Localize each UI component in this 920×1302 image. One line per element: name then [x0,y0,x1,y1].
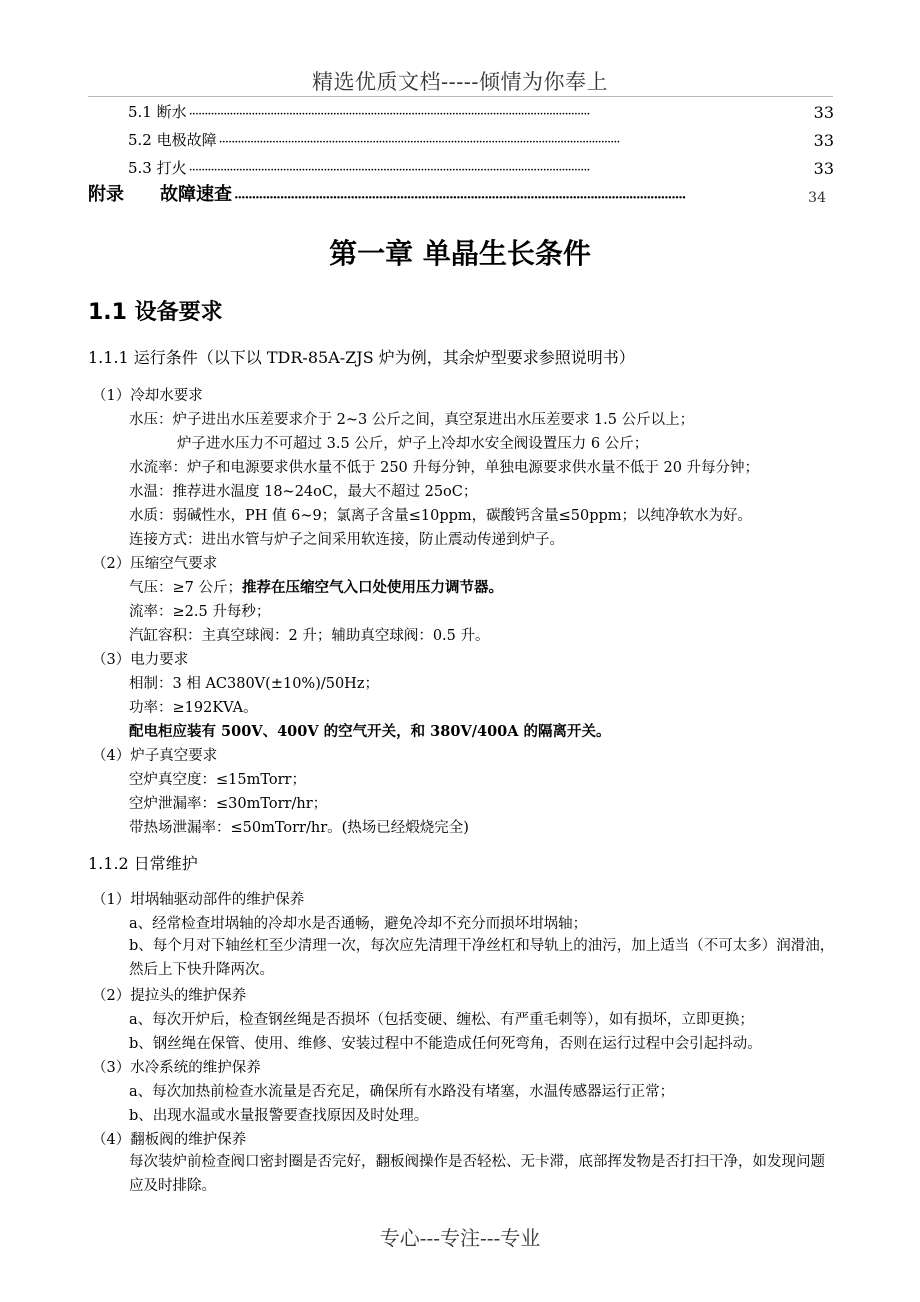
text-line: 水温：推荐进水温度 18~24oC，最大不超过 25oC； [129,484,478,500]
chapter-title: 第一章 单晶生长条件 [329,237,591,270]
text-line: b、钢丝绳在保管、使用、维修、安装过程中不能造成任何死弯角，否则在运行过程中会引起抖动。 [129,1036,762,1052]
item-heading: （2）压缩空气要求 [92,556,218,572]
text-line: 水流率：炉子和电源要求供水量不低于 250 升每分钟，单独电源要求供水量不低于 20 升每分钟； [129,460,760,476]
text-line: 带热场泄漏率：≤50mTorr/hr。(热场已经煅烧完全) [129,820,469,836]
bold-note: 推荐在压缩空气入口处使用压力调节器。 [241,579,503,596]
bold-note: 配电柜应装有 500V、400V 的空气开关，和 380V/400A 的隔离开关。 [129,723,611,740]
item-heading: （4）炉子真空要求 [92,748,218,764]
toc-dot-leader: ································································································································ [218,135,620,150]
text-line: a、经常检查坩埚轴的冷却水是否通畅，避免冷却不充分而损坏坩埚轴； [129,916,588,932]
text-line: 流率：≥2.5 升每秒； [129,604,271,620]
toc-entry-page: 34 [808,190,826,206]
toc-entry-page: 33 [813,159,834,178]
toc-entry-label: 5.1 断水 [128,103,187,121]
toc-entry-appendix[interactable] [88,184,826,206]
item-heading: （3）水冷系统的维护保养 [92,1060,261,1076]
subsection-title: 1.1.2 日常维护 [88,854,198,873]
text-line: b、出现水温或水量报警要查找原因及时处理。 [129,1108,429,1124]
section-title: 1.1 设备要求 [88,300,223,325]
text-line: 空炉真空度：≤15mTorr； [129,772,306,788]
toc-entry[interactable] [128,100,834,122]
item-heading: （4）翻板阀的维护保养 [92,1132,247,1148]
item-heading: （1）冷却水要求 [92,388,203,404]
header-divider [88,96,833,97]
text-line: a、每次加热前检查水流量是否充足，确保所有水路没有堵塞，水温传感器运行正常； [129,1084,675,1100]
text-line: 炉子进水压力不可超过 3.5 公斤，炉子上冷却水安全阀设置压力 6 公斤； [177,436,649,452]
text-span: 气压：≥7 公斤； [129,580,242,596]
text-line: 水压：炉子进出水压差要求介于 2~3 公斤之间，真空泵进出水压差要求 1.5 公斤以上； [129,412,695,428]
text-line: 相制：3 相 AC380V(±10%)/50Hz； [129,676,379,692]
toc-entry-label: 5.2 电极故障 [128,131,217,149]
item-heading: （3）电力要求 [92,652,189,668]
page-footer: 专心---专注---专业 [379,1226,541,1250]
item-heading: （2）提拉头的维护保养 [92,988,247,1004]
text-line: 汽缸容积：主真空球阀：2 升；辅助真空球阀：0.5 升。 [129,628,490,644]
text-line: a、每次开炉后，检查钢丝绳是否损坏（包括变硬、缠松、有严重毛刺等），如有损坏，立即更换； [129,1012,754,1028]
toc-entry[interactable] [128,156,834,178]
text-paragraph: 每次装炉前检查阀口密封圈是否完好，翻板阀操作是否轻松、无卡滞，底部挥发物是否打扫干净，如发现问题应及时排除。 [129,1154,825,1194]
text-line [129,576,503,597]
toc-dot-leader: ································································································································ [188,163,590,178]
item-heading: （1）坩埚轴驱动部件的维护保养 [92,892,305,908]
toc-entry-label: 附录 故障速查 [88,184,232,205]
toc-dot-leader: ································································································································ [234,191,686,206]
text-line: 水质：弱碱性水，PH 值 6~9；氯离子含量≤10ppm，碳酸钙含量≤50ppm；以纯净软水为好。 [129,508,753,524]
text-paragraph: b、每个月对下轴丝杠至少清理一次，每次应先清理干净丝杠和导轨上的油污，加上适当（不可太多）润滑油，然后上下快升降两次。 [129,938,835,978]
toc-entry-page: 33 [813,103,834,122]
toc-dot-leader: ································································································································ [188,107,590,122]
toc-entry-page: 33 [813,131,834,150]
text-line: 空炉泄漏率：≤30mTorr/hr； [129,796,328,812]
page-header: 精选优质文档-----倾情为你奉上 [312,70,608,94]
text-line: 连接方式：进出水管与炉子之间采用软连接，防止震动传递到炉子。 [129,532,564,548]
subsection-title: 1.1.1 运行条件（以下以 TDR-85A-ZJS 炉为例，其余炉型要求参照说明书） [88,348,635,367]
toc-entry[interactable] [128,128,834,150]
toc-entry-label: 5.3 打火 [128,159,187,177]
text-line: 功率：≥192KVA。 [129,700,258,716]
